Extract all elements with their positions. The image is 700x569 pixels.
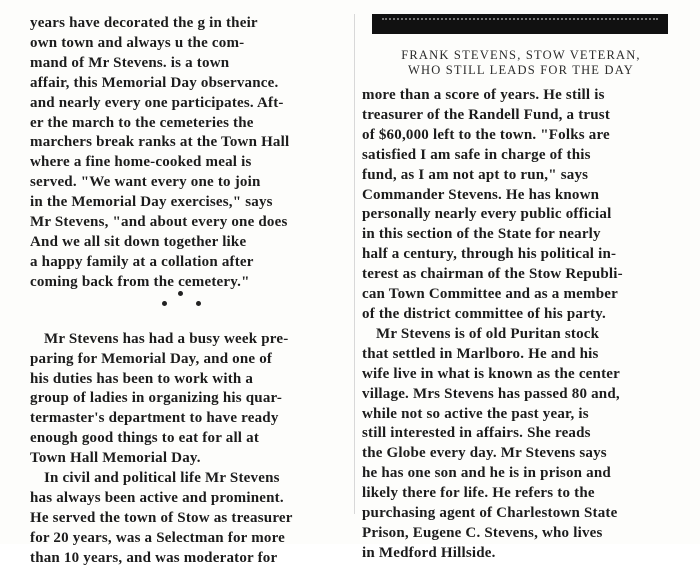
text-line: own town and always u the com- <box>30 34 245 51</box>
right-paragraph-2 <box>362 325 680 564</box>
text-line: can Town Committee and as a member <box>362 286 618 303</box>
text-line: of the district committee of his party. <box>362 305 606 322</box>
right-column <box>362 86 680 564</box>
text-line: likely there for life. He refers to the <box>362 485 595 502</box>
text-line: and nearly every one participates. Aft- <box>30 94 284 111</box>
text-line: served. "We want every one to join <box>30 174 261 191</box>
text-line: terest as chairman of the Stow Republi- <box>362 266 623 283</box>
column-divider <box>354 14 355 514</box>
text-line: has always been active and prominent. <box>30 489 284 506</box>
text-line: group of ladies in organizing his quar- <box>30 390 283 407</box>
text-line: marchers break ranks at the Town Hall <box>30 134 290 151</box>
text-line: still interested in affairs. She reads <box>362 425 591 442</box>
text-line: while not so active the past year, is <box>362 405 589 422</box>
text-line: mand of Mr Stevens. is a town <box>30 54 230 71</box>
text-line: Commander Stevens. He has known <box>362 186 600 203</box>
right-paragraph-1 <box>362 86 680 325</box>
text-line: affair, this Memorial Day observance. <box>30 74 279 91</box>
text-line: for 20 years, was a Selectman for more <box>30 529 286 546</box>
text-line: where a fine home-cooked meal is <box>30 154 252 171</box>
text-line: that settled in Marlboro. He and his <box>362 345 599 362</box>
text-line: wife live in what is known as the center <box>362 365 620 382</box>
text-line: enough good things to eat for all at <box>30 430 260 447</box>
photo-top-edge <box>372 14 668 34</box>
text-line: in this section of the State for nearly <box>362 226 601 243</box>
text-line: than 10 years, and was moderator for <box>30 549 278 566</box>
text-line: years have decorated the g in their <box>30 15 258 31</box>
text-line: er the march to the cemeteries the <box>30 114 254 131</box>
text-line: more than a score of years. He still is <box>362 87 605 103</box>
text-line: village. Mrs Stevens has passed 80 and, <box>362 385 620 402</box>
text-line: coming back from the cemetery." <box>30 273 250 290</box>
text-line: treasurer of the Randell Fund, a trust <box>362 106 611 123</box>
text-line: Prison, Eugene C. Stevens, who lives <box>362 524 603 541</box>
left-column <box>30 14 346 569</box>
text-line: Mr Stevens has had a busy week pre- <box>44 330 289 347</box>
text-line: satisfied I am safe in charge of this <box>362 146 591 163</box>
text-line: Mr Stevens is of old Puritan stock <box>376 325 600 342</box>
text-line: in the Memorial Day exercises," says <box>30 194 273 211</box>
text-line: he has one son and he is in prison and <box>362 465 611 482</box>
text-line: fund, as I am not apt to run," says <box>362 166 589 183</box>
text-line: personally nearly every public official <box>362 206 612 223</box>
text-line: half a century, through his political in- <box>362 246 617 263</box>
text-line: Town Hall Memorial Day. <box>30 450 201 467</box>
left-paragraph-3 <box>30 469 346 569</box>
left-paragraph-2 <box>30 330 346 469</box>
text-line: purchasing agent of Charlestown State <box>362 505 618 522</box>
text-line: a happy family at a collation after <box>30 253 254 270</box>
text-line: And we all sit down together like <box>30 233 247 250</box>
text-line: his duties has been to work with a <box>30 370 254 387</box>
photo-caption <box>362 48 680 78</box>
text-line: termaster's department to have ready <box>30 410 279 427</box>
caption-line: WHO STILL LEADS FOR THE DAY <box>407 63 635 77</box>
text-line: of $60,000 left to the town. "Folks are <box>362 126 610 143</box>
text-line: in Medford Hillside. <box>362 544 496 561</box>
section-break-dots <box>30 293 346 311</box>
text-line: paring for Memorial Day, and one of <box>30 350 273 367</box>
text-line: In civil and political life Mr Stevens <box>44 470 280 487</box>
caption-line: FRANK STEVENS, STOW VETERAN, <box>401 48 641 62</box>
text-line: Mr Stevens, "and about every one does <box>30 214 288 231</box>
text-line: He served the town of Stow as treasurer <box>30 509 293 526</box>
left-paragraph-1 <box>30 14 346 293</box>
text-line: the Globe every day. Mr Stevens says <box>362 445 607 462</box>
